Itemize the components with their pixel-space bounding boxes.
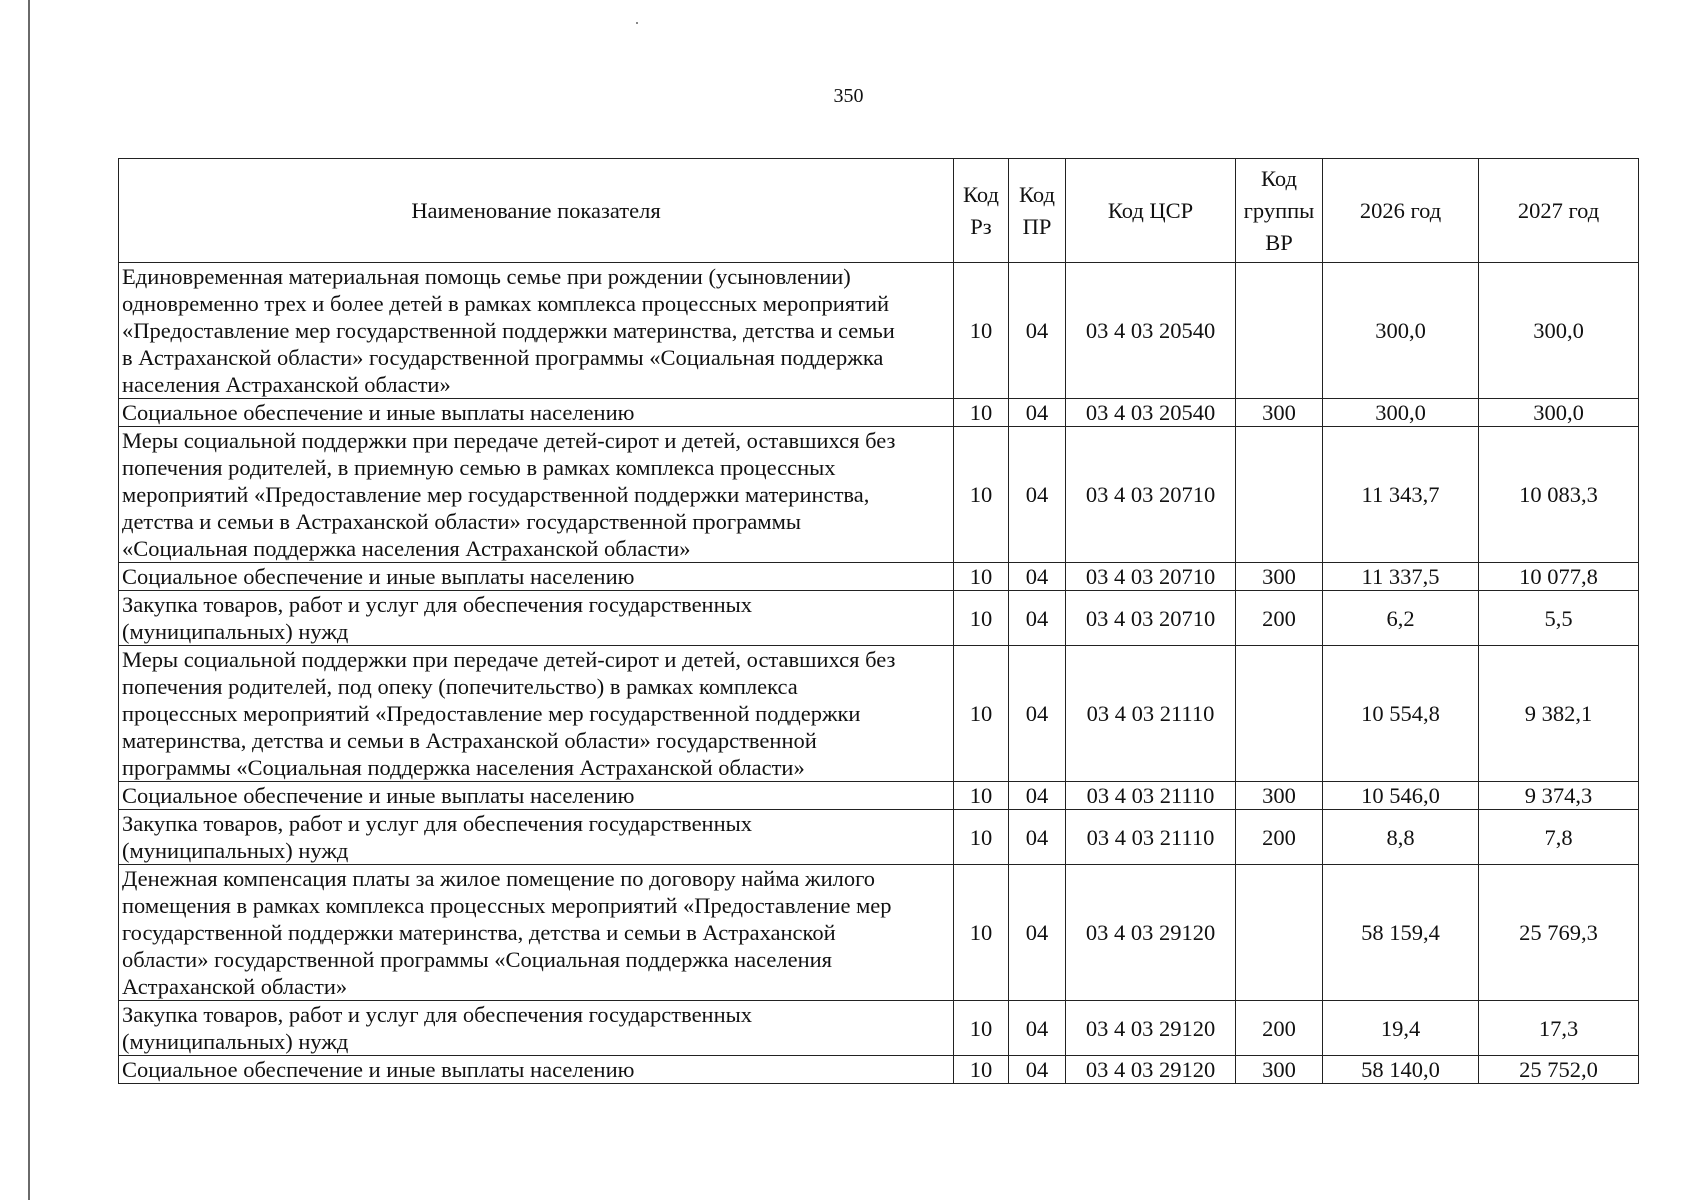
table-row (119, 263, 1639, 399)
cell-vr (1236, 263, 1323, 399)
cell-2026: 300,0 (1323, 399, 1479, 427)
cell-csr: 03 4 03 29120 (1066, 1056, 1236, 1084)
cell-pr: 04 (1009, 1056, 1066, 1084)
cell-rz: 10 (954, 646, 1009, 782)
cell-vr (1236, 865, 1323, 1001)
cell-name: Социальное обеспечение и иные выплаты населению (119, 563, 954, 591)
cell-2027: 9 382,1 (1479, 646, 1639, 782)
page-number: 350 (833, 85, 864, 107)
cell-2027: 25 769,3 (1479, 865, 1639, 1001)
cell-2027: 17,3 (1479, 1001, 1639, 1056)
cell-rz: 10 (954, 563, 1009, 591)
cell-vr: 300 (1236, 563, 1323, 591)
cell-2027: 5,5 (1479, 591, 1639, 646)
cell-name: Меры социальной поддержки при передаче детей-сирот и детей, оставшихся без попечения родителей, в приемную семью в рамках комплекса процессных мероприятий «Предоставление мер государственной поддержки материнства, детства и семьи в Астраханской области» государственной программы «Социальная поддержка населения Астраханской области» (119, 427, 954, 563)
cell-csr: 03 4 03 20540 (1066, 399, 1236, 427)
cell-rz: 10 (954, 263, 1009, 399)
cell-2027: 300,0 (1479, 399, 1639, 427)
cell-2027: 7,8 (1479, 810, 1639, 865)
table-row (119, 1056, 1639, 1084)
cell-name: Денежная компенсация платы за жилое помещение по договору найма жилого помещения в рамках комплекса процессных мероприятий «Предоставление мер государственной поддержки материнства, детства и семьи в Астраханской области» государственной программы «Социальная поддержка населения Астраханской области» (119, 865, 954, 1001)
budget-table (118, 158, 1639, 1084)
cell-name: Закупка товаров, работ и услуг для обеспечения государственных (муниципальных) нужд (119, 591, 954, 646)
table-row (119, 865, 1639, 1001)
table-row (119, 810, 1639, 865)
header-vr: Код группы ВР (1236, 159, 1323, 263)
table-row (119, 399, 1639, 427)
cell-rz: 10 (954, 1001, 1009, 1056)
cell-2026: 58 140,0 (1323, 1056, 1479, 1084)
cell-pr: 04 (1009, 563, 1066, 591)
cell-pr: 04 (1009, 427, 1066, 563)
cell-csr: 03 4 03 20710 (1066, 427, 1236, 563)
cell-2026: 11 337,5 (1323, 563, 1479, 591)
cell-name: Единовременная материальная помощь семье при рождении (усыновлении) одновременно трех и более детей в рамках комплекса процессных мероприятий «Предоставление мер государственной поддержки материнства, детства и семьи в Астраханской области» государственной программы «Социальная поддержка населения Астраханской области» (119, 263, 954, 399)
cell-csr: 03 4 03 29120 (1066, 865, 1236, 1001)
cell-pr: 04 (1009, 1001, 1066, 1056)
cell-name: Социальное обеспечение и иные выплаты населению (119, 782, 954, 810)
table-row (119, 782, 1639, 810)
cell-vr: 300 (1236, 1056, 1323, 1084)
scan-speck (636, 22, 638, 24)
table-row (119, 427, 1639, 563)
cell-rz: 10 (954, 782, 1009, 810)
cell-csr: 03 4 03 21110 (1066, 810, 1236, 865)
table-row (119, 1001, 1639, 1056)
table-header-row (119, 159, 1639, 263)
cell-csr: 03 4 03 29120 (1066, 1001, 1236, 1056)
cell-2026: 58 159,4 (1323, 865, 1479, 1001)
cell-2026: 10 546,0 (1323, 782, 1479, 810)
cell-rz: 10 (954, 399, 1009, 427)
cell-2027: 10 077,8 (1479, 563, 1639, 591)
table-row (119, 646, 1639, 782)
header-2026: 2026 год (1323, 159, 1479, 263)
header-2027: 2027 год (1479, 159, 1639, 263)
cell-pr: 04 (1009, 782, 1066, 810)
cell-vr: 300 (1236, 399, 1323, 427)
header-csr: Код ЦСР (1066, 159, 1236, 263)
cell-2027: 10 083,3 (1479, 427, 1639, 563)
cell-2026: 19,4 (1323, 1001, 1479, 1056)
cell-pr: 04 (1009, 263, 1066, 399)
header-pr: Код ПР (1009, 159, 1066, 263)
binding-edge-line (28, 0, 30, 1200)
cell-name: Закупка товаров, работ и услуг для обеспечения государственных (муниципальных) нужд (119, 1001, 954, 1056)
cell-name: Закупка товаров, работ и услуг для обеспечения государственных (муниципальных) нужд (119, 810, 954, 865)
cell-csr: 03 4 03 20540 (1066, 263, 1236, 399)
cell-name: Социальное обеспечение и иные выплаты населению (119, 399, 954, 427)
cell-rz: 10 (954, 427, 1009, 563)
table-row (119, 591, 1639, 646)
cell-name: Социальное обеспечение и иные выплаты населению (119, 1056, 954, 1084)
cell-rz: 10 (954, 591, 1009, 646)
table-body (119, 263, 1639, 1084)
cell-vr (1236, 646, 1323, 782)
cell-pr: 04 (1009, 810, 1066, 865)
cell-csr: 03 4 03 21110 (1066, 782, 1236, 810)
cell-2026: 10 554,8 (1323, 646, 1479, 782)
table-row (119, 563, 1639, 591)
cell-2026: 8,8 (1323, 810, 1479, 865)
cell-name: Меры социальной поддержки при передаче детей-сирот и детей, оставшихся без попечения родителей, под опеку (попечительство) в рамках комплекса процессных мероприятий «Предоставление мер государственной поддержки материнства, детства и семьи в Астраханской области» государственной программы «Социальная поддержка населения Астраханской области» (119, 646, 954, 782)
cell-vr: 200 (1236, 810, 1323, 865)
header-name: Наименование показателя (119, 159, 954, 263)
cell-pr: 04 (1009, 399, 1066, 427)
header-rz: Код Рз (954, 159, 1009, 263)
cell-pr: 04 (1009, 646, 1066, 782)
cell-pr: 04 (1009, 591, 1066, 646)
cell-csr: 03 4 03 20710 (1066, 563, 1236, 591)
cell-csr: 03 4 03 21110 (1066, 646, 1236, 782)
cell-2027: 25 752,0 (1479, 1056, 1639, 1084)
cell-vr: 200 (1236, 1001, 1323, 1056)
cell-vr (1236, 427, 1323, 563)
cell-2027: 300,0 (1479, 263, 1639, 399)
cell-vr: 300 (1236, 782, 1323, 810)
cell-rz: 10 (954, 865, 1009, 1001)
cell-csr: 03 4 03 20710 (1066, 591, 1236, 646)
cell-2026: 11 343,7 (1323, 427, 1479, 563)
cell-2027: 9 374,3 (1479, 782, 1639, 810)
cell-rz: 10 (954, 810, 1009, 865)
cell-vr: 200 (1236, 591, 1323, 646)
cell-2026: 300,0 (1323, 263, 1479, 399)
cell-pr: 04 (1009, 865, 1066, 1001)
cell-rz: 10 (954, 1056, 1009, 1084)
cell-2026: 6,2 (1323, 591, 1479, 646)
